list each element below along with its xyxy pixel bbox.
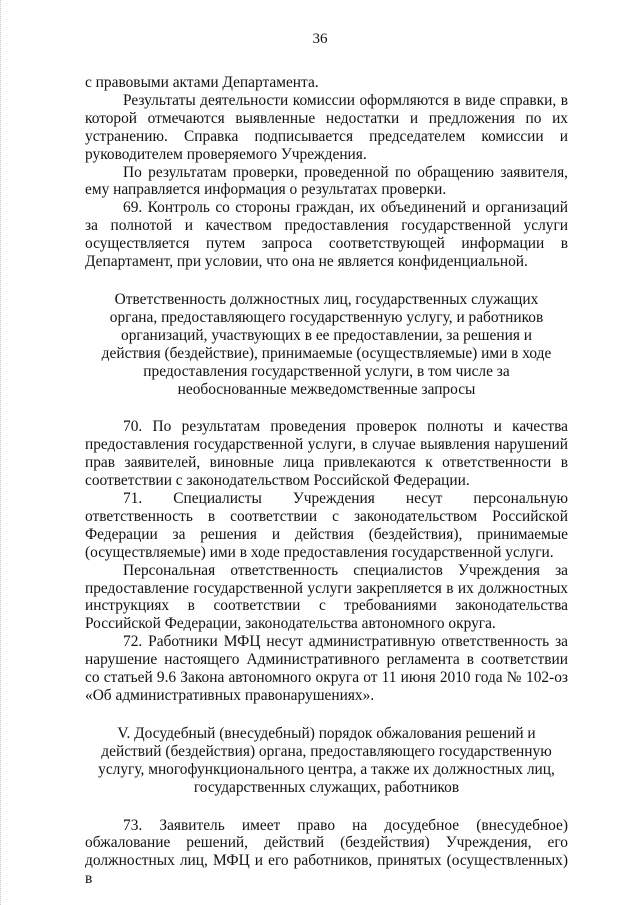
section-heading-responsibility: Ответственность должностных лиц, государственных служащих органа, предоставляющего государственную услугу, и работников организаций, участвующих в ее предоставлении, за решения и действия (бездействие), принимаемые (осуществляемые) ими в ходе предоставления государственной услуги, в том числе за необоснованные межведомственные запросы	[101, 290, 552, 398]
document-body	[85, 74, 568, 888]
paragraph-commission-results: Результаты деятельности комиссии оформляются в виде справки, в которой отмечаются выявленные недостатки и предложения по их устранению. Справка подписывается председателем комиссии и руководителем проверяемого Учреждения.	[85, 91, 568, 163]
paragraph-69: 69. Контроль со стороны граждан, их объединений и организаций за полнотой и качеством предоставления государственной услуги осуществляется путем запроса соответствующей информации в Департамент, при условии, что она не является конфиденциальной.	[85, 199, 568, 271]
paragraph-personal-responsibility: Персональная ответственность специалистов Учреждения за предоставление государственной услуги закрепляется в их должностных инструкциях в соответствии с требованиями законодательства Российской Федерации, законодательства автономного округа.	[85, 561, 568, 633]
paragraph-continuation: с правовыми актами Департамента.	[85, 74, 319, 91]
paragraph-71: 71. Специалисты Учреждения несут персональную ответственность в соответствии с законодательством Российской Федерации за решения и действия (бездействия), принимаемые (осуществляемые) ими в ходе предоставления государственной услуги.	[85, 490, 568, 561]
section-heading-appeal: V. Досудебный (внесудебный) порядок обжалования решений и действий (бездействия) органа, предоставляющего государственную услугу, многофункционального центра, а также их должностных лиц, государственных служащих, работников	[98, 724, 555, 796]
paragraph-72: 72. Работники МФЦ несут административную ответственность за нарушение настоящего Административного регламента в соответствии со статьей 9.6 Закона автономного округа от 11 июня 2010 года № 102-оз «Об административных правонарушениях».	[85, 633, 568, 704]
page-number: 36	[312, 31, 328, 47]
scan-edge	[0, 0, 5, 905]
paragraph-check-results: По результатам проверки, проведенной по обращению заявителя, ему направляется информация о результатах проверки.	[85, 163, 568, 199]
paragraph-70: 70. По результатам проведения проверок полноты и качества предоставления государственной услуги, в случае выявления нарушений прав заявителей, виновные лица привлекаются к ответственности в соответствии с законодательством Российской Федерации.	[85, 418, 568, 490]
paragraph-73: 73. Заявитель имеет право на досудебное (внесудебное) обжалование решений, действий (бездействия) Учреждения, его должностных лиц, МФЦ и его работников, принятых (осуществленных) в	[85, 816, 568, 888]
